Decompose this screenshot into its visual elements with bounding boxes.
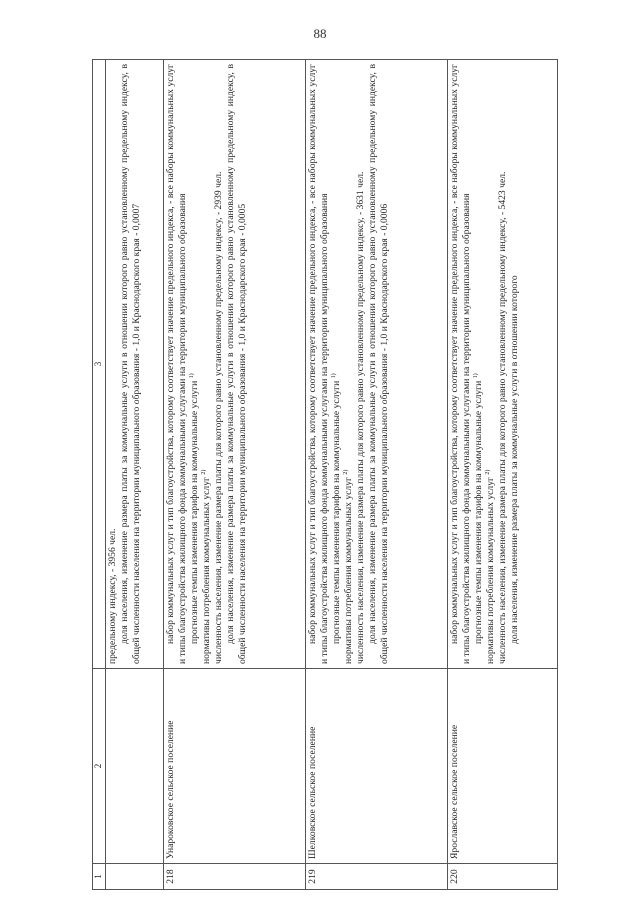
row-number: 220 [448,864,558,890]
row-description [164,60,306,669]
table-row [306,60,448,890]
population-share-text: доля населения, изменение размера платы за коммунальные услуги в отношении которого равно установленному предельному индексу, в общей численности населения на территории муниципального образования - 1,0 и Краснодарского края - 0,0006 [367,64,390,664]
settlement-name: Шелковское сельское поселение [306,669,448,864]
header-col-1: 1 [93,864,106,890]
carryover-text [106,60,164,669]
settlement-name: Унароковское сельское поселение [164,669,306,864]
services-set-text: набор коммунальных услуг и тип благоустройства, которому соответствует значение предельного индекса, - все наборы коммунальных услуг и типы благоустройства жилищного фонда коммунальными услугами на территории муниципального образования [307,64,330,664]
row-number: 218 [164,864,306,890]
settlement-name-empty [106,669,164,864]
table-header-row [93,60,106,890]
consumption-norms-text: нормативы потребления коммунальных услуг $^{2)}$ [200,469,212,664]
population-count-text: численность населения, изменение размера платы для которого равно установленному предельному индексу, - 3631 чел. [355,171,366,664]
settlement-name: Ярославское сельское поселение [448,669,558,864]
carryover-line-2: доля населения, изменение размера платы за коммунальные услуги в отношении которого равно установленному предельному индексу, в общей численности населения на территории муниципального образования - 1,0 и Краснодарского края - 0,0007 [119,64,142,664]
population-count-text: численность населения, изменение размера платы для которого равно установленному предельному индексу, - 2939 чел. [213,171,224,664]
consumption-norms-text: нормативы потребления коммунальных услуг $^{2)}$ [342,469,354,664]
population-count-text: численность населения, изменение размера платы для которого равно установленному предельному индексу, - 5423 чел. [497,171,508,664]
table-row [164,60,306,890]
table-row [448,60,558,890]
row-number-empty [106,864,164,890]
tariff-forecast-text: прогнозные темпы изменения тарифов на коммунальные услуги $^{1)}$ [330,373,342,644]
row-number: 219 [306,864,448,890]
tariff-table [92,59,558,890]
page-number: 88 [313,26,327,41]
row-description [448,60,558,669]
population-share-text: доля населения, изменение размера платы за коммунальные услуги в отношении которого [509,275,520,644]
footnote-2: 2) [200,469,207,475]
tariff-forecast-text: прогнозные темпы изменения тарифов на коммунальные услуги $^{1)}$ [472,373,484,644]
tariff-forecast-text: прогнозные темпы изменения тарифов на коммунальные услуги $^{1)}$ [188,373,200,644]
footnote-2: 2) [342,469,349,475]
carryover-line-1: предельному индексу, - 3956 чел. [107,528,118,664]
footnote-2: 2) [484,469,491,475]
header-col-2: 2 [93,669,106,864]
row-description [306,60,448,669]
footnote-1: 1) [330,373,337,379]
services-set-text: набор коммунальных услуг и тип благоустройства, которому соответствует значение предельного индекса, - все наборы коммунальных услуг и типы благоустройства жилищного фонда коммунальными услугами на территории муниципального образования [165,64,188,664]
services-set-text: набор коммунальных услуг и тип благоустройства, которому соответствует значение предельного индекса, - все наборы коммунальных услуг и типы благоустройства жилищного фонда коммунальными услугами на территории муниципального образования [449,64,472,664]
footnote-1: 1) [188,373,195,379]
header-col-3: 3 [93,60,106,669]
footnote-1: 1) [472,373,479,379]
population-share-text: доля населения, изменение размера платы за коммунальные услуги в отношении которого равно установленному предельному индексу, в общей численности населения на территории муниципального образования - 1,0 и Краснодарского края - 0,0005 [225,64,248,664]
table-row-carryover [106,60,164,890]
rotated-table-container [92,60,558,890]
consumption-norms-text: нормативы потребления коммунальных услуг $^{2)}$ [484,469,496,664]
